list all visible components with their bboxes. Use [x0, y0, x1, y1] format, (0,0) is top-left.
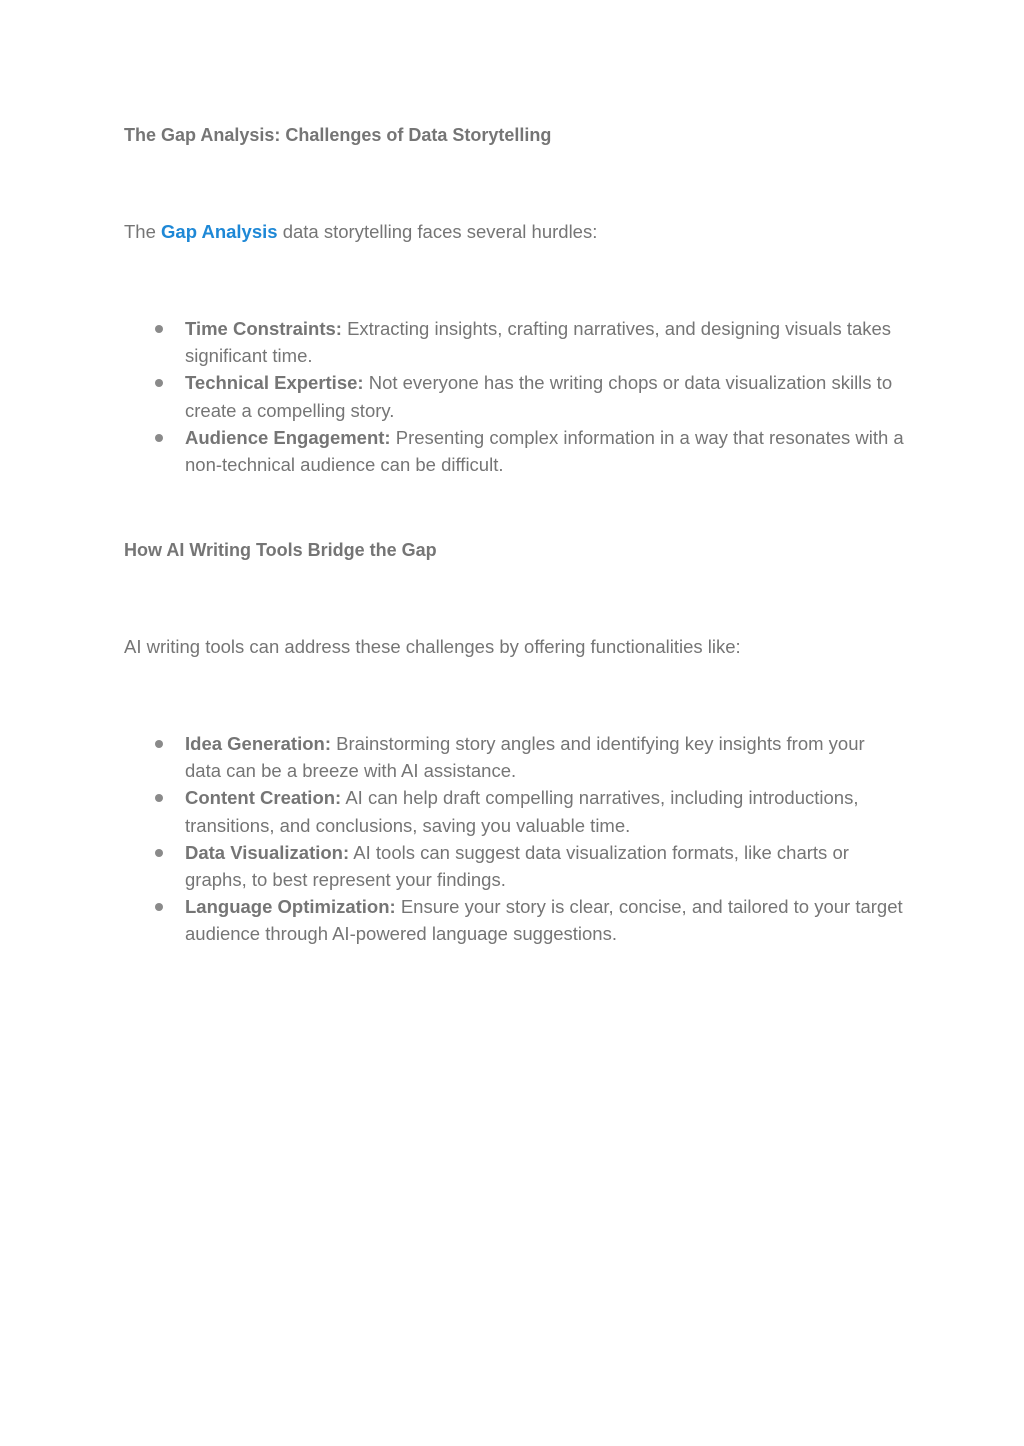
list-item-term: Language Optimization:	[185, 896, 396, 918]
ai-tools-intro: AI writing tools can address these challenges by offering functionalities like:	[124, 636, 741, 657]
section-heading-ai-tools: How AI Writing Tools Bridge the Gap	[124, 540, 437, 560]
functionalities-list	[124, 730, 904, 948]
list-item-term: Content Creation:	[185, 787, 342, 809]
list-item-text: Ensure your story is clear, concise, and tailored to your target audience through AI-powered language suggestions.	[185, 896, 903, 945]
list-item-term: Idea Generation:	[185, 733, 331, 754]
list-item	[124, 893, 904, 947]
list-item-text: Brainstorming story angles and identifying key insights from your data can be a breeze with AI assistance.	[185, 733, 865, 782]
list-item-text: Presenting complex information in a way that resonates with a non-technical audience can be difficult.	[185, 426, 904, 476]
intro-suffix: data storytelling faces several hurdles:	[277, 221, 598, 242]
list-item	[124, 839, 904, 893]
bullet-icon	[155, 740, 163, 748]
intro-prefix: The	[124, 221, 162, 242]
list-item-term: Data Visualization:	[185, 841, 350, 863]
list-item	[124, 784, 904, 838]
section-heading-gap-analysis: The Gap Analysis: Challenges of Data Storytelling	[124, 125, 552, 145]
list-item-term: Audience Engagement:	[185, 426, 391, 448]
list-item-text: Extracting insights, crafting narratives, and designing visuals takes significant time.	[185, 318, 892, 367]
bullet-icon	[155, 849, 163, 857]
list-item	[124, 369, 904, 423]
bullet-icon	[155, 794, 163, 802]
list-item-term: Technical Expertise:	[185, 372, 364, 394]
challenges-list	[124, 315, 904, 478]
list-item-text: AI tools can suggest data visualization formats, like charts or graphs, to best represent your findings.	[185, 841, 849, 891]
list-item-text: Not everyone has the writing chops or data visualization skills to create a compelling story.	[185, 372, 893, 421]
bullet-icon	[155, 434, 163, 442]
bullet-icon	[155, 325, 163, 333]
list-item-term: Time Constraints:	[185, 318, 342, 339]
list-item	[124, 730, 904, 784]
list-item	[124, 315, 904, 369]
gap-analysis-intro	[124, 218, 597, 245]
gap-analysis-link[interactable]: Gap Analysis	[161, 221, 278, 242]
list-item-text: AI can help draft compelling narratives, including introductions, transitions, and conclusions, saving you valuable time.	[185, 787, 859, 836]
list-item	[124, 424, 904, 478]
bullet-icon	[155, 379, 163, 387]
bullet-icon	[155, 903, 163, 911]
